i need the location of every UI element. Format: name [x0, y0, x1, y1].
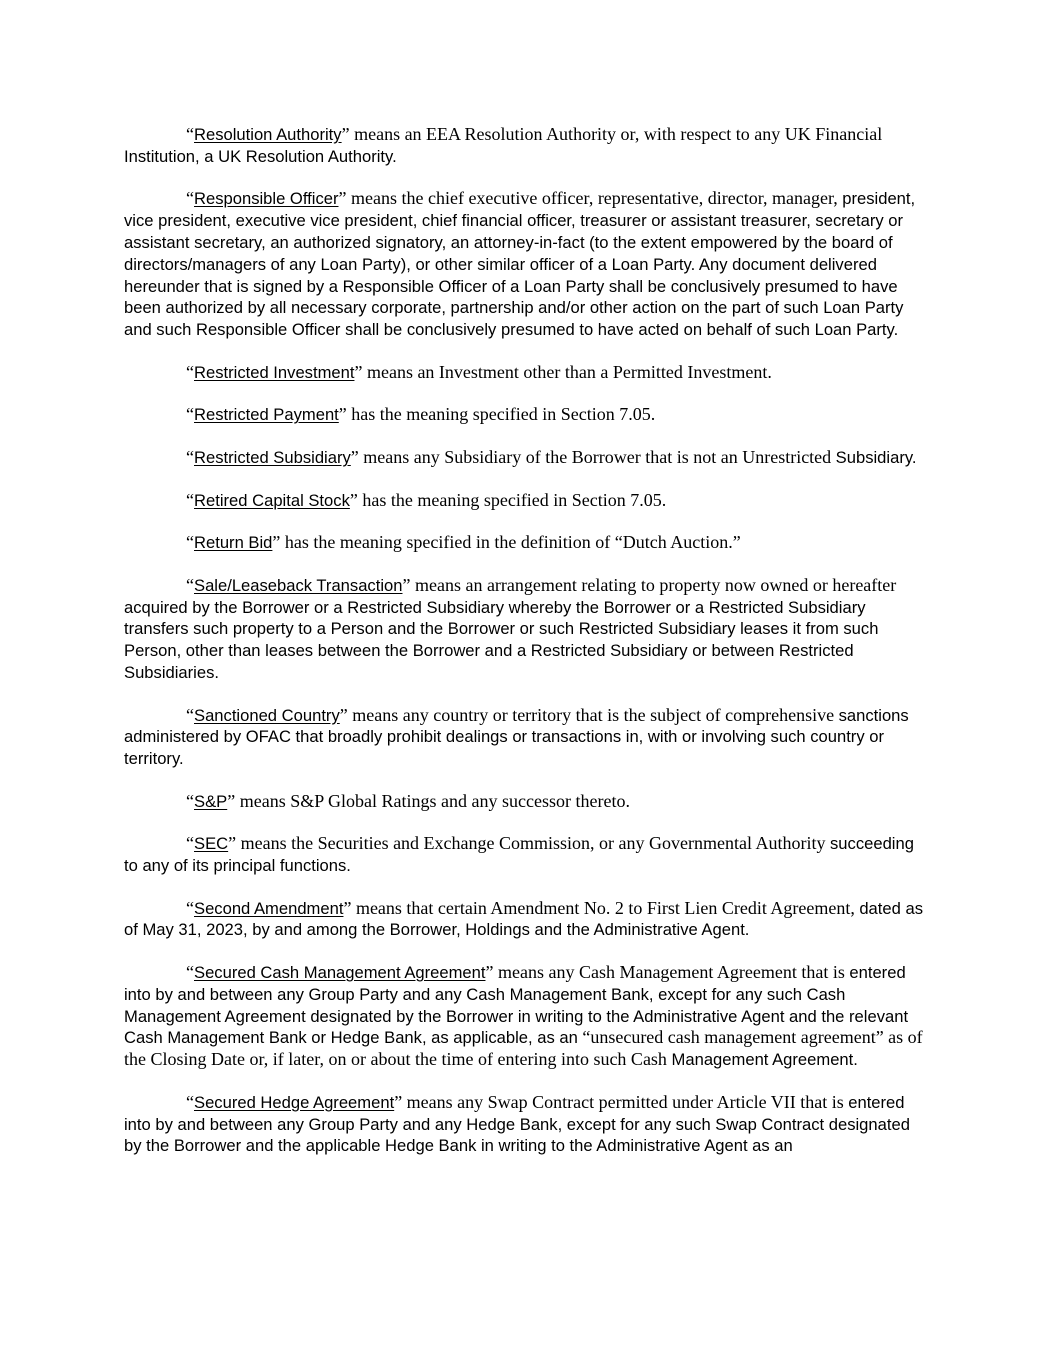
definition-responsible-officer: “Responsible Officer” means the chief executive officer, representative, director, manager, president, vice president, executive vice president, chief financial officer, treasurer or assistant treasurer, secretary or assistant secretary, an authorized signatory, an attorney-in-fact (to the extent empowered by the board of directors/managers of any Loan Party), or other similar officer of a Loan Party. Any document delivered hereunder that is signed by a Responsible Officer of a Loan Party shall be conclusively presumed to have been authorized by all necessary corporate, partnership and/or other action on the part of such Loan Party and such Responsible Officer shall be conclusively presumed to have acted on behalf of such Loan Party.: [124, 188, 916, 340]
definition-text-continued: Subsidiary.: [835, 447, 917, 467]
definition-text: ” has the meaning specified in Section 7.05.: [338, 404, 656, 425]
definition-text: ” means the chief executive officer, representative, director, manager,: [338, 188, 838, 209]
definition-text: ” has the meaning specified in Section 7.05.: [349, 489, 667, 510]
definition-restricted-investment: “Restricted Investment” means an Investment other than a Permitted Investment.: [186, 361, 772, 382]
definition-secured-cash-management-agreement: “Secured Cash Management Agreement” means any Cash Management Agreement that is entered into by and between any Group Party and any Cash Management Bank, except for any such Cash Management Agreement designated by the Borrower in writing to the Administrative Agent and the relevant Cash Management Bank or Hedge Bank, as applicable, as an “unsecured cash management agreement” as of the Closing Date or, if later, on or about the time of entering into such Cash Management Agreement.: [124, 962, 923, 1070]
definition-text: ” means an arrangement relating to property now owned or hereafter: [402, 574, 897, 595]
definition-text-end: Management Agreement.: [666, 1050, 858, 1070]
definition-text-continued: entered into by and between any Group Party and any Hedge Bank, except for any such Swap Contract designated by the Borrower and the applicable Hedge Bank in writing to the Administrative Agent as an: [124, 1092, 910, 1156]
defined-term: Secured Hedge Agreement: [194, 1092, 395, 1112]
defined-term: Sanctioned Country: [194, 705, 340, 725]
defined-term: Responsible Officer: [194, 189, 339, 209]
definition-restricted-payment: “Restricted Payment” has the meaning specified in Section 7.05.: [186, 404, 656, 425]
definition-return-bid: “Return Bid” has the meaning specified in the definition of “Dutch Auction.”: [186, 532, 741, 553]
defined-term: Restricted Payment: [194, 405, 339, 425]
defined-term: Return Bid: [194, 533, 273, 553]
definition-restricted-subsidiary: “Restricted Subsidiary” means any Subsidiary of the Borrower that is not an Unrestricted Subsidiary.: [186, 446, 917, 467]
definition-sanctioned-country: “Sanctioned Country” means any country or territory that is the subject of comprehensive sanctions administered by OFAC that broadly prohibit dealings or transactions in, with or involving such country or territory.: [124, 704, 909, 769]
defined-term: Sale/Leaseback Transaction: [194, 575, 403, 595]
definition-s-and-p: “S&P” means S&P Global Ratings and any successor thereto.: [186, 790, 630, 811]
definition-text-continued: succeeding to any of its principal functions.: [124, 834, 914, 876]
definition-text: ” means any Swap Contract permitted under Article VII that is: [394, 1091, 844, 1112]
definition-text: ” means any Subsidiary of the Borrower that is not an Unrestricted: [350, 446, 832, 467]
defined-term: Second Amendment: [194, 898, 344, 918]
defined-term: S&P: [194, 791, 228, 811]
defined-term: Retired Capital Stock: [194, 490, 350, 510]
definition-text: ” means that certain Amendment No. 2 to First Lien Credit Agreement,: [343, 897, 855, 918]
defined-term: Secured Cash Management Agreement: [194, 963, 486, 983]
definition-text: ” means S&P Global Ratings and any successor thereto.: [227, 790, 630, 811]
definition-secured-hedge-agreement: “Secured Hedge Agreement” means any Swap Contract permitted under Article VII that is entered into by and between any Group Party and any Hedge Bank, except for any such Swap Contract designated by the Borrower and the applicable Hedge Bank in writing to the Administrative Agent as an: [124, 1091, 910, 1156]
definition-retired-capital-stock: “Retired Capital Stock” has the meaning specified in Section 7.05.: [186, 489, 667, 510]
defined-term: Resolution Authority: [194, 125, 342, 144]
definition-text: ” means any country or territory that is the subject of comprehensive: [339, 704, 835, 725]
definition-text-continued: sanctions administered by OFAC that broadly prohibit dealings or transactions in, with or involving such country or territory.: [124, 705, 909, 769]
definition-sale-leaseback-transaction: “Sale/Leaseback Transaction” means an arrangement relating to property now owned or hereafter acquired by the Borrower or a Restricted Subsidiary whereby the Borrower or a Restricted Subsidiary transfers such property to a Person and the Borrower or such Restricted Subsidiary leases it from such Person, other than leases between the Borrower and a Restricted Subsidiary or between Restricted Subsidiaries.: [124, 574, 897, 682]
definition-text-continued: Institution, a UK Resolution Authority.: [124, 146, 397, 166]
definition-sec: “SEC” means the Securities and Exchange Commission, or any Governmental Authority succeeding to any of its principal functions.: [124, 833, 914, 876]
definition-resolution-authority: “Resolution Authority” means an EEA Resolution Authority or, with respect to any UK Financial Institution, a UK Resolution Authority.: [124, 124, 883, 166]
definition-text-continued: entered into by and between any Group Party and any Cash Management Bank, except for any such Cash Management Agreement designated by the Borrower in writing to the Administrative Agent and the relevant Cash Management Bank or Hedge Bank, as applicable, as an: [124, 963, 909, 1048]
defined-term: SEC: [194, 834, 229, 854]
definition-text: ” means an EEA Resolution Authority or, with respect to any UK Financial: [341, 124, 883, 144]
definition-text-quoted: “unsecured cash management agreement” as of the Closing Date or, if later, on or about the time of entering into such Cash: [124, 1027, 923, 1070]
definition-text-continued: dated as of May 31, 2023, by and among the Borrower, Holdings and the Administrative Agent.: [124, 898, 923, 940]
definition-second-amendment: “Second Amendment” means that certain Amendment No. 2 to First Lien Credit Agreement, dated as of May 31, 2023, by and among the Borrower, Holdings and the Administrative Agent.: [124, 897, 923, 940]
definition-text-continued: president, vice president, executive vice president, chief financial officer, treasurer or assistant treasurer, secretary or assistant secretary, an authorized signatory, an attorney-in-fact (to the extent empowered by the board of directors/managers of any Loan Party), or other similar officer of a Loan Party. Any document delivered hereunder that is signed by a Responsible Officer of a Loan Party shall be conclusively presumed to have been authorized by all necessary corporate, partnership and/or other action on the part of such Loan Party and such Responsible Officer shall be conclusively presumed to have acted on behalf of such Loan Party.: [124, 189, 916, 340]
defined-term: Restricted Subsidiary: [194, 447, 351, 467]
document-page: [124, 124, 932, 1178]
definition-text-continued: acquired by the Borrower or a Restricted Subsidiary whereby the Borrower or a Restricted Subsidiary transfers such property to a Person and the Borrower or such Restricted Subsidiary leases it from such Person, other than leases between the Borrower and a Restricted Subsidiary or between Restricted Subsidiaries.: [124, 597, 879, 682]
definition-text: ” means the Securities and Exchange Commission, or any Governmental Authority: [228, 833, 826, 854]
definition-text: ” means any Cash Management Agreement that is: [485, 962, 845, 983]
defined-term: Restricted Investment: [194, 362, 355, 382]
definition-text: ” has the meaning specified in the definition of “Dutch Auction.”: [272, 532, 741, 553]
definition-text: ” means an Investment other than a Permitted Investment.: [354, 361, 772, 382]
